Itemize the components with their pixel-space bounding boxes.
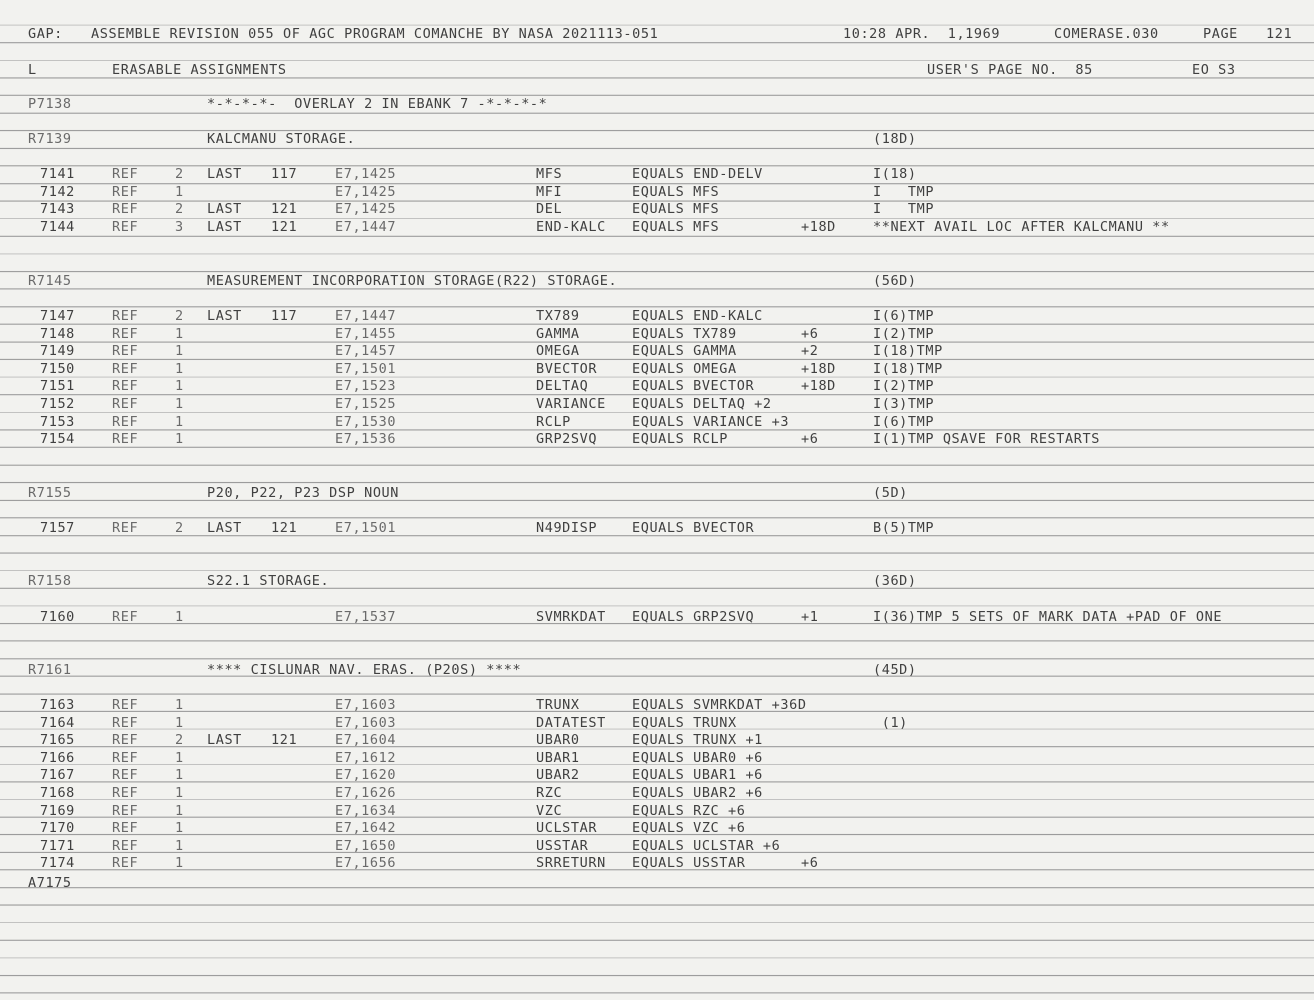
section-size: (36D) <box>873 573 917 589</box>
symbol-name: RZC <box>536 785 563 801</box>
ref-label: REF <box>112 767 139 783</box>
erasable-address: E7,1455 <box>335 326 397 342</box>
section-heading: S22.1 STORAGE. <box>207 573 330 589</box>
comment: I(3)TMP <box>873 396 935 412</box>
ref-count: 1 <box>175 750 184 766</box>
section-id: R7161 <box>28 662 72 678</box>
offset: +2 <box>801 343 819 359</box>
comment: I(2)TMP <box>873 378 935 394</box>
erasable-address: E7,1425 <box>335 184 397 200</box>
ref-label: REF <box>112 732 139 748</box>
line-number: 7141 <box>40 166 75 182</box>
assembly-title: ASSEMBLE REVISION 055 OF AGC PROGRAM COMANCHE BY NASA 2021113-051 <box>91 26 659 42</box>
ref-count: 1 <box>175 361 184 377</box>
section-heading: P20, P22, P23 DSP NOUN <box>207 485 400 501</box>
ref-count: 1 <box>175 414 184 430</box>
equals-operand: EQUALS MFS <box>632 219 720 235</box>
symbol-name: TX789 <box>536 308 580 324</box>
ref-count: 1 <box>175 715 184 731</box>
page-label: PAGE <box>1203 26 1238 42</box>
offset: +6 <box>801 431 819 447</box>
symbol-name: MFS <box>536 166 563 182</box>
line-number: 7163 <box>40 697 75 713</box>
symbol-name: UCLSTAR <box>536 820 598 836</box>
line-number: 7153 <box>40 414 75 430</box>
erasable-address: E7,1620 <box>335 767 397 783</box>
line-number: 7165 <box>40 732 75 748</box>
symbol-name: OMEGA <box>536 343 580 359</box>
ref-count: 1 <box>175 609 184 625</box>
equals-operand: EQUALS UBAR0 +6 <box>632 750 763 766</box>
equals-operand: EQUALS VZC +6 <box>632 820 746 836</box>
comment: I(36)TMP 5 SETS OF MARK DATA +PAD OF ONE <box>873 609 1223 625</box>
line-number: 7157 <box>40 520 75 536</box>
symbol-name: TRUNX <box>536 697 580 713</box>
equals-operand: EQUALS UCLSTAR +6 <box>632 838 781 854</box>
symbol-name: MFI <box>536 184 563 200</box>
erasable-address: E7,1523 <box>335 378 397 394</box>
equals-operand: EQUALS END-KALC <box>632 308 763 324</box>
line-number: 7150 <box>40 361 75 377</box>
symbol-name: DEL <box>536 201 563 217</box>
section-id: R7158 <box>28 573 72 589</box>
ref-count: 1 <box>175 803 184 819</box>
erasable-address: E7,1457 <box>335 343 397 359</box>
line-number: 7147 <box>40 308 75 324</box>
module-name: COMERASE.030 <box>1054 26 1159 42</box>
equals-operand: EQUALS GRP2SVQ <box>632 609 755 625</box>
symbol-name: USSTAR <box>536 838 589 854</box>
comment: (1) <box>873 715 908 731</box>
equals-operand: EQUALS TX789 <box>632 326 737 342</box>
equals-operand: EQUALS RCLP <box>632 431 729 447</box>
ref-label: REF <box>112 166 139 182</box>
ref-label: REF <box>112 378 139 394</box>
comment: B(5)TMP <box>873 520 935 536</box>
line-number: 7171 <box>40 838 75 854</box>
section-heading: MEASUREMENT INCORPORATION STORAGE(R22) STORAGE. <box>207 273 618 289</box>
equals-operand: EQUALS GAMMA <box>632 343 737 359</box>
ref-count: 1 <box>175 855 184 871</box>
equals-operand: EQUALS UBAR2 +6 <box>632 785 763 801</box>
offset: +18D <box>801 361 836 377</box>
symbol-name: UBAR0 <box>536 732 580 748</box>
section-title: ERASABLE ASSIGNMENTS <box>112 62 287 78</box>
ref-count: 3 <box>175 219 184 235</box>
line-number: 7148 <box>40 326 75 342</box>
section-heading: **** CISLUNAR NAV. ERAS. (P20S) **** <box>207 662 522 678</box>
time-date: 10:28 APR. 1,1969 <box>843 26 1001 42</box>
last-label: LAST <box>207 166 242 182</box>
ref-label: REF <box>112 838 139 854</box>
comment: I(2)TMP <box>873 326 935 342</box>
offset: +6 <box>801 855 819 871</box>
equals-operand: EQUALS TRUNX +1 <box>632 732 763 748</box>
line-number: 7151 <box>40 378 75 394</box>
equals-operand: EQUALS MFS <box>632 201 720 217</box>
ref-count: 2 <box>175 308 184 324</box>
symbol-name: DELTAQ <box>536 378 589 394</box>
ref-label: REF <box>112 803 139 819</box>
comment: I TMP <box>873 201 935 217</box>
last-page: 121 <box>271 201 298 217</box>
last-label: LAST <box>207 732 242 748</box>
symbol-name: VARIANCE <box>536 396 606 412</box>
erasable-address: E7,1525 <box>335 396 397 412</box>
last-page: 121 <box>271 520 298 536</box>
ref-count: 1 <box>175 431 184 447</box>
symbol-name: VZC <box>536 803 563 819</box>
equals-operand: EQUALS UBAR1 +6 <box>632 767 763 783</box>
ref-count: 1 <box>175 378 184 394</box>
comment: I(1)TMP QSAVE FOR RESTARTS <box>873 431 1100 447</box>
ref-label: REF <box>112 414 139 430</box>
line-number: 7143 <box>40 201 75 217</box>
erasable-address: E7,1604 <box>335 732 397 748</box>
ref-count: 1 <box>175 697 184 713</box>
symbol-name: GRP2SVQ <box>536 431 598 447</box>
equals-operand: EQUALS USSTAR <box>632 855 746 871</box>
equals-operand: EQUALS DELTAQ +2 <box>632 396 772 412</box>
ref-label: REF <box>112 785 139 801</box>
ref-count: 2 <box>175 520 184 536</box>
offset: +18D <box>801 378 836 394</box>
section-id: R7139 <box>28 131 72 147</box>
section-id: R7155 <box>28 485 72 501</box>
line-number: 7142 <box>40 184 75 200</box>
symbol-name: SVMRKDAT <box>536 609 606 625</box>
section-heading: KALCMANU STORAGE. <box>207 131 356 147</box>
equals-operand: EQUALS BVECTOR <box>632 520 755 536</box>
ref-count: 2 <box>175 166 184 182</box>
comment: I(6)TMP <box>873 414 935 430</box>
gap-label: GAP: <box>28 26 63 42</box>
symbol-name: BVECTOR <box>536 361 598 377</box>
comment: I(18) <box>873 166 917 182</box>
section-id: R7145 <box>28 273 72 289</box>
line-number: 7160 <box>40 609 75 625</box>
ref-label: REF <box>112 820 139 836</box>
page-number: 121 <box>1266 26 1293 42</box>
comment: I(6)TMP <box>873 308 935 324</box>
line-number: 7144 <box>40 219 75 235</box>
ref-count: 1 <box>175 184 184 200</box>
users-page-number: USER'S PAGE NO. 85 <box>927 62 1093 78</box>
equals-operand: EQUALS VARIANCE +3 <box>632 414 790 430</box>
ref-label: REF <box>112 750 139 766</box>
last-page: 121 <box>271 219 298 235</box>
offset: +1 <box>801 609 819 625</box>
footer-id: A7175 <box>28 875 72 891</box>
erasable-address: E7,1425 <box>335 201 397 217</box>
ref-label: REF <box>112 715 139 731</box>
last-label: LAST <box>207 201 242 217</box>
erasable-address: E7,1501 <box>335 361 397 377</box>
erasable-address: E7,1425 <box>335 166 397 182</box>
ref-count: 1 <box>175 785 184 801</box>
ref-label: REF <box>112 855 139 871</box>
ref-count: 2 <box>175 732 184 748</box>
ref-label: REF <box>112 184 139 200</box>
line-number: 7164 <box>40 715 75 731</box>
section-id: P7138 <box>28 96 72 112</box>
ref-label: REF <box>112 431 139 447</box>
equals-operand: EQUALS OMEGA <box>632 361 737 377</box>
ref-label: REF <box>112 201 139 217</box>
last-label: LAST <box>207 520 242 536</box>
erasable-address: E7,1536 <box>335 431 397 447</box>
line-number: 7169 <box>40 803 75 819</box>
last-page: 117 <box>271 166 298 182</box>
erasable-address: E7,1447 <box>335 308 397 324</box>
ref-count: 1 <box>175 326 184 342</box>
ref-label: REF <box>112 396 139 412</box>
last-label: LAST <box>207 219 242 235</box>
equals-operand: EQUALS END-DELV <box>632 166 763 182</box>
ref-label: REF <box>112 343 139 359</box>
ref-label: REF <box>112 609 139 625</box>
erasable-address: E7,1642 <box>335 820 397 836</box>
section-size: (5D) <box>873 485 908 501</box>
erasable-address: E7,1530 <box>335 414 397 430</box>
line-number: 7166 <box>40 750 75 766</box>
ref-label: REF <box>112 697 139 713</box>
symbol-name: END-KALC <box>536 219 606 235</box>
ref-count: 2 <box>175 201 184 217</box>
last-label: LAST <box>207 308 242 324</box>
ref-count: 1 <box>175 396 184 412</box>
line-number: 7149 <box>40 343 75 359</box>
symbol-name: UBAR1 <box>536 750 580 766</box>
section-size: (45D) <box>873 662 917 678</box>
ref-label: REF <box>112 520 139 536</box>
offset: +18D <box>801 219 836 235</box>
listing-flag: L <box>28 62 37 78</box>
section-size: (56D) <box>873 273 917 289</box>
eo-code: EO S3 <box>1192 62 1236 78</box>
symbol-name: GAMMA <box>536 326 580 342</box>
comment: **NEXT AVAIL LOC AFTER KALCMANU ** <box>873 219 1170 235</box>
last-page: 117 <box>271 308 298 324</box>
offset: +6 <box>801 326 819 342</box>
line-number: 7170 <box>40 820 75 836</box>
ref-count: 1 <box>175 820 184 836</box>
symbol-name: RCLP <box>536 414 571 430</box>
ref-count: 1 <box>175 343 184 359</box>
comment: I(18)TMP <box>873 343 943 359</box>
symbol-name: N49DISP <box>536 520 598 536</box>
equals-operand: EQUALS BVECTOR <box>632 378 755 394</box>
erasable-address: E7,1501 <box>335 520 397 536</box>
erasable-address: E7,1612 <box>335 750 397 766</box>
comment: I(18)TMP <box>873 361 943 377</box>
line-number: 7152 <box>40 396 75 412</box>
line-number: 7174 <box>40 855 75 871</box>
erasable-address: E7,1447 <box>335 219 397 235</box>
ref-count: 1 <box>175 767 184 783</box>
equals-operand: EQUALS RZC +6 <box>632 803 746 819</box>
symbol-name: DATATEST <box>536 715 606 731</box>
symbol-name: SRRETURN <box>536 855 606 871</box>
equals-operand: EQUALS TRUNX <box>632 715 737 731</box>
equals-operand: EQUALS SVMRKDAT +36D <box>632 697 807 713</box>
section-size: (18D) <box>873 131 917 147</box>
line-number: 7167 <box>40 767 75 783</box>
erasable-address: E7,1603 <box>335 715 397 731</box>
erasable-address: E7,1603 <box>335 697 397 713</box>
equals-operand: EQUALS MFS <box>632 184 720 200</box>
erasable-address: E7,1650 <box>335 838 397 854</box>
comment: I TMP <box>873 184 935 200</box>
line-number: 7154 <box>40 431 75 447</box>
symbol-name: UBAR2 <box>536 767 580 783</box>
erasable-address: E7,1626 <box>335 785 397 801</box>
erasable-address: E7,1537 <box>335 609 397 625</box>
erasable-address: E7,1656 <box>335 855 397 871</box>
last-page: 121 <box>271 732 298 748</box>
ref-label: REF <box>112 308 139 324</box>
line-number: 7168 <box>40 785 75 801</box>
section-heading: *-*-*-*- OVERLAY 2 IN EBANK 7 -*-*-*-* <box>207 96 548 112</box>
ref-label: REF <box>112 361 139 377</box>
ref-count: 1 <box>175 838 184 854</box>
erasable-address: E7,1634 <box>335 803 397 819</box>
ref-label: REF <box>112 219 139 235</box>
ref-label: REF <box>112 326 139 342</box>
